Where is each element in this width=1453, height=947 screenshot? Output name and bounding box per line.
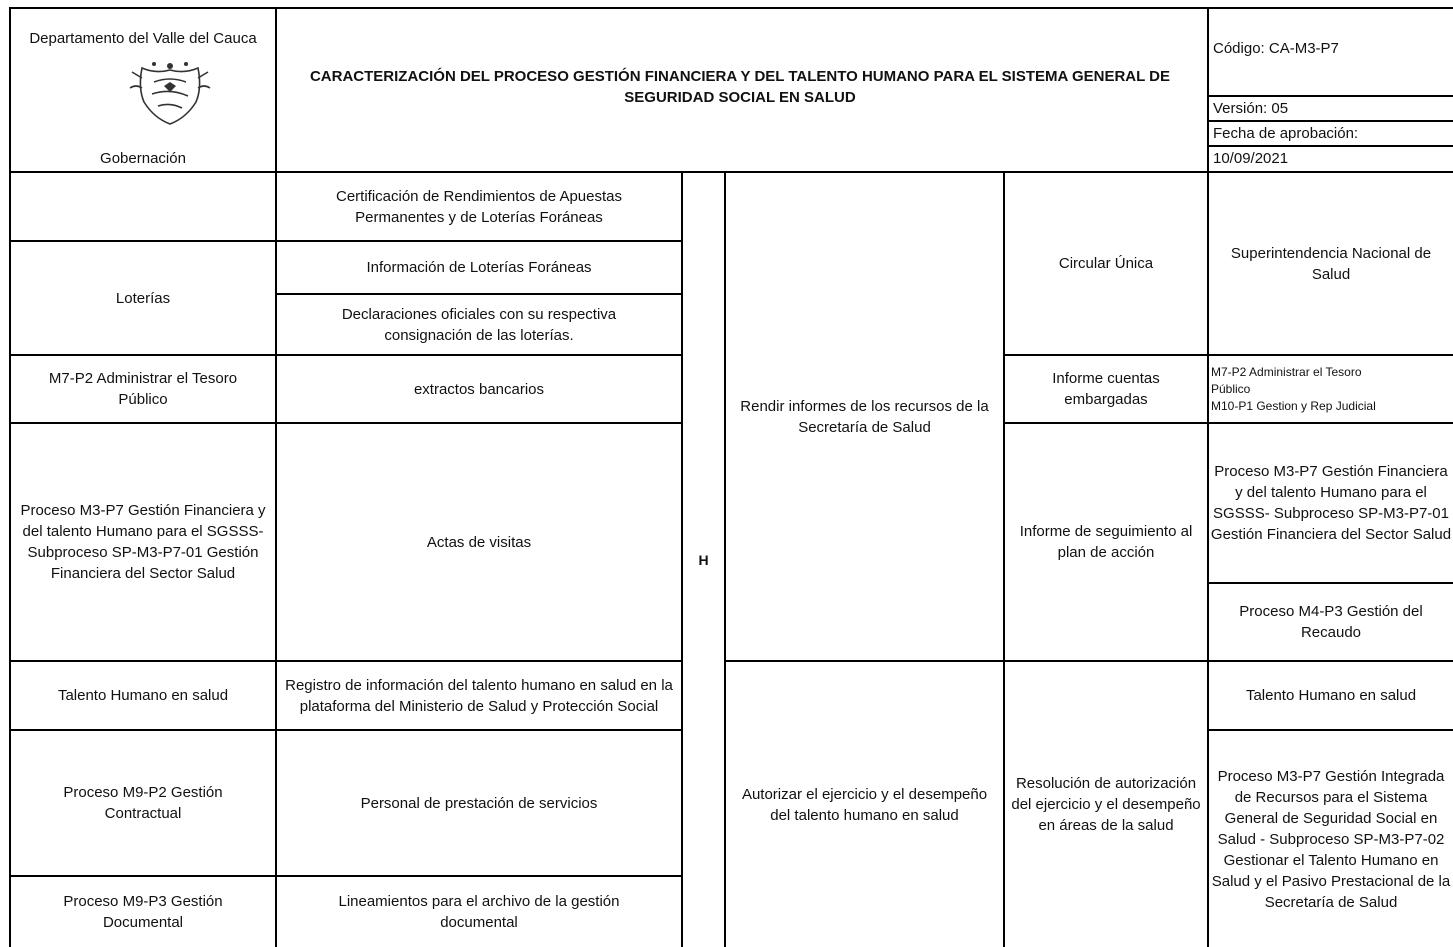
supplier-m9p2: Proceso M9-P2 Gestión Contractual: [63, 784, 223, 822]
document-version: Versión: 05: [1213, 100, 1289, 117]
document-title: CARACTERIZACIÓN DEL PROCESO GESTIÓN FINANCIERA Y DEL TALENTO HUMANO PARA EL SISTEMA GENERAL DE SEGURIDAD SOCIAL EN SALUD: [309, 68, 1171, 106]
output-embargadas: Informe cuentas embargadas: [1052, 370, 1160, 408]
client-tesoro-line: M10-P1 Gestion y Rep Judicial: [1211, 398, 1376, 413]
approval-date-label: Fecha de aprobación:: [1213, 125, 1359, 142]
input-actas: Actas de visitas: [426, 533, 532, 551]
supplier-talento: Talento Humano en salud: [57, 687, 229, 704]
supplier-tesoro: M7-P2 Administrar el Tesoro Público: [48, 370, 238, 408]
output-circular: Circular Única: [1058, 255, 1154, 272]
supplier-loterias: Loterías: [115, 289, 171, 307]
input-registro: Registro de información del talento humano en salud en la plataforma del Ministerio de Salud y Protección Social: [285, 676, 673, 715]
input-informacion: Información de Loterías Foráneas: [366, 259, 592, 276]
client-tesoro: [1209, 356, 1453, 422]
phva-letter: H: [698, 551, 709, 568]
document-code: Código: CA-M3-P7: [1213, 39, 1339, 57]
client-proceso-m3: Proceso M3-P7 Gestión Financiera y del talento Humano para el SGSSS- Subproceso SP-M3-P7-01 Gestión Financiera del Sector Salud: [1210, 463, 1452, 543]
coat-of-arms-seal: [124, 58, 216, 130]
client-integrada: Proceso M3-P7 Gestión Integrada de Recursos para el Sistema General de Seguridad Social en Salud - Subproceso SP-M3-P7-02 Gestionar el Talento Humano en Salud y el Pasivo Prestacional de la Secretaría de Salud: [1211, 767, 1451, 911]
department-name: Departamento del Valle del Cauca: [29, 29, 257, 47]
output-resolucion: Resolución de autorización del ejercicio y el desempeño en áreas de la salud: [1011, 775, 1201, 834]
input-extractos: extractos bancarios: [413, 380, 545, 398]
client-tesoro-line: Público: [1211, 381, 1251, 396]
input-lineamientos: Lineamientos para el archivo de la gestión documental: [338, 893, 620, 931]
rule: [9, 7, 1453, 9]
input-certificacion: Certificación de Rendimientos de Apuestas Permanentes y de Loterías Foráneas: [336, 187, 622, 226]
activity-autorizar: Autorizar el ejercicio y el desempeño del talento humano en salud: [741, 785, 988, 824]
supplier-proceso-m3: Proceso M3-P7 Gestión Financiera y del talento Humano para el SGSSS- Subproceso SP-M3-P7-01 Gestión Financiera del Sector Salud: [20, 502, 266, 582]
output-seguimiento: Informe de seguimiento al plan de acción: [1019, 523, 1193, 561]
client-superintendencia: Superintendencia Nacional de Salud: [1230, 244, 1432, 283]
client-m4p3: Proceso M4-P3 Gestión del Recaudo: [1239, 603, 1423, 641]
activity-rendir: Rendir informes de los recursos de la Secretaría de Salud: [740, 397, 989, 436]
input-personal: Personal de prestación de servicios: [360, 794, 598, 812]
supplier-m9p3: Proceso M9-P3 Gestión Documental: [63, 893, 223, 931]
approval-date-value: 10/09/2021: [1213, 149, 1289, 167]
client-tesoro-line: M7-P2 Administrar el Tesoro: [1211, 364, 1362, 379]
input-declaraciones: Declaraciones oficiales con su respectiva consignación de las loterías.: [341, 305, 617, 344]
client-talento: Talento Humano en salud: [1245, 687, 1417, 704]
government-label: Gobernación: [100, 149, 186, 167]
